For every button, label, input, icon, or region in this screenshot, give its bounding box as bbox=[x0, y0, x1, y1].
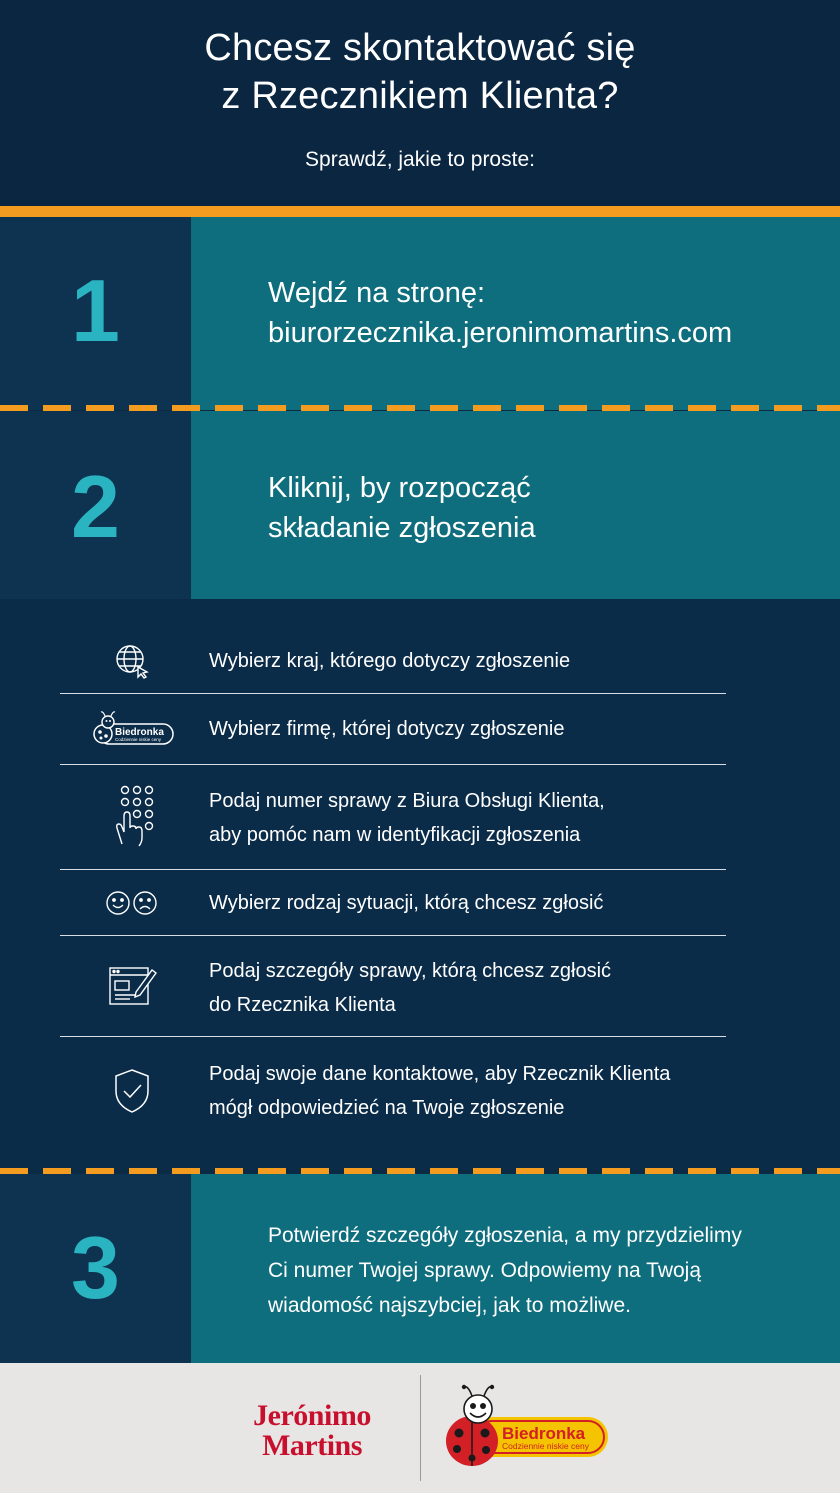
website-link[interactable]: biurorzecznika.jeronimomartins.com bbox=[268, 317, 733, 349]
list-item bbox=[60, 886, 726, 920]
step-3 bbox=[0, 1174, 840, 1363]
substep-label-line: Podaj szczegóły sprawy, którą chcesz zgłosić bbox=[209, 960, 612, 982]
list-divider bbox=[60, 693, 726, 694]
step-text-column bbox=[191, 1174, 840, 1363]
form-edit-icon bbox=[90, 960, 174, 1012]
biedronka-logo-icon bbox=[82, 706, 182, 752]
substep-label-line: mógł odpowiedzieć na Twoje zgłoszenie bbox=[209, 1097, 565, 1119]
step-text-line: Ci numer Twojej sprawy. Odpowiemy na Twoją bbox=[268, 1259, 702, 1282]
step-number: 3 bbox=[71, 1218, 120, 1317]
step-text-line: Kliknij, by rozpocząć bbox=[268, 472, 531, 504]
substep-label-line: do Rzecznika Klienta bbox=[209, 994, 396, 1016]
step-text-line: składanie zgłoszenia bbox=[268, 512, 536, 544]
keypad-hand-icon bbox=[90, 782, 174, 852]
list-divider bbox=[60, 764, 726, 765]
smiley-faces-icon bbox=[90, 884, 174, 922]
step-text-column bbox=[191, 411, 840, 599]
substep-label: Wybierz rodzaj sytuacji, którą chcesz zgłosić bbox=[209, 892, 604, 914]
biedronka-logo bbox=[442, 1381, 612, 1476]
header bbox=[0, 0, 840, 206]
shield-check-icon bbox=[90, 1063, 174, 1119]
substep-label bbox=[209, 784, 605, 852]
page-title bbox=[0, 24, 840, 120]
list-divider bbox=[60, 1036, 726, 1037]
step-text bbox=[268, 468, 536, 548]
jm-logo-line: Jerónimo bbox=[253, 1399, 371, 1432]
step-number: 1 bbox=[71, 261, 120, 360]
footer-divider bbox=[420, 1375, 421, 1481]
list-item bbox=[60, 644, 726, 678]
substep-label-line: Podaj numer sprawy z Biura Obsługi Klienta, bbox=[209, 790, 605, 812]
list-item bbox=[60, 954, 726, 1022]
substep-label: Wybierz kraj, którego dotyczy zgłoszenie bbox=[209, 650, 571, 672]
step-2 bbox=[0, 411, 840, 599]
substep-label: Wybierz firmę, której dotyczy zgłoszenie bbox=[209, 718, 565, 740]
step-1 bbox=[0, 217, 840, 410]
small-logo-tagline: Codziennie niskie ceny bbox=[115, 737, 162, 742]
list-item bbox=[60, 1057, 726, 1125]
small-logo-name: Biedronka bbox=[115, 727, 164, 738]
substep-label-line: aby pomóc nam w identyfikacji zgłoszenia bbox=[209, 824, 581, 846]
step-text bbox=[268, 1218, 742, 1323]
list-item bbox=[60, 784, 726, 852]
biedronka-tagline: Codziennie niskie ceny bbox=[502, 1441, 589, 1451]
step-number-column bbox=[0, 1174, 191, 1363]
step-number: 2 bbox=[71, 457, 120, 556]
orange-divider bbox=[0, 206, 840, 217]
footer bbox=[0, 1363, 840, 1493]
list-divider bbox=[60, 935, 726, 936]
step-number-column bbox=[0, 217, 191, 410]
step-text-column bbox=[191, 217, 840, 410]
list-divider bbox=[60, 869, 726, 870]
substep-label-line: Podaj swoje dane kontaktowe, aby Rzecznik Klienta bbox=[209, 1063, 671, 1085]
jm-logo-line: Martins bbox=[262, 1429, 362, 1462]
biedronka-name: Biedronka bbox=[502, 1424, 586, 1443]
step-text bbox=[268, 273, 732, 353]
step-text-line: Wejdź na stronę: bbox=[268, 277, 486, 309]
title-line-1: Chcesz skontaktować się bbox=[204, 27, 636, 69]
substep-label bbox=[209, 1057, 670, 1125]
substeps-list bbox=[0, 599, 840, 1170]
step-number-column bbox=[0, 411, 191, 599]
list-item bbox=[60, 712, 726, 746]
page-subtitle: Sprawdź, jakie to proste: bbox=[305, 148, 535, 171]
step-text-line: wiadomość najszybciej, jak to możliwe. bbox=[268, 1294, 631, 1317]
jeronimo-martins-logo bbox=[222, 1401, 402, 1461]
substep-label bbox=[209, 954, 611, 1022]
globe-cursor-icon bbox=[90, 641, 174, 681]
step-text-line: Potwierdź szczegóły zgłoszenia, a my przydzielimy bbox=[268, 1224, 742, 1247]
title-line-2: z Rzecznikiem Klienta? bbox=[221, 75, 619, 117]
